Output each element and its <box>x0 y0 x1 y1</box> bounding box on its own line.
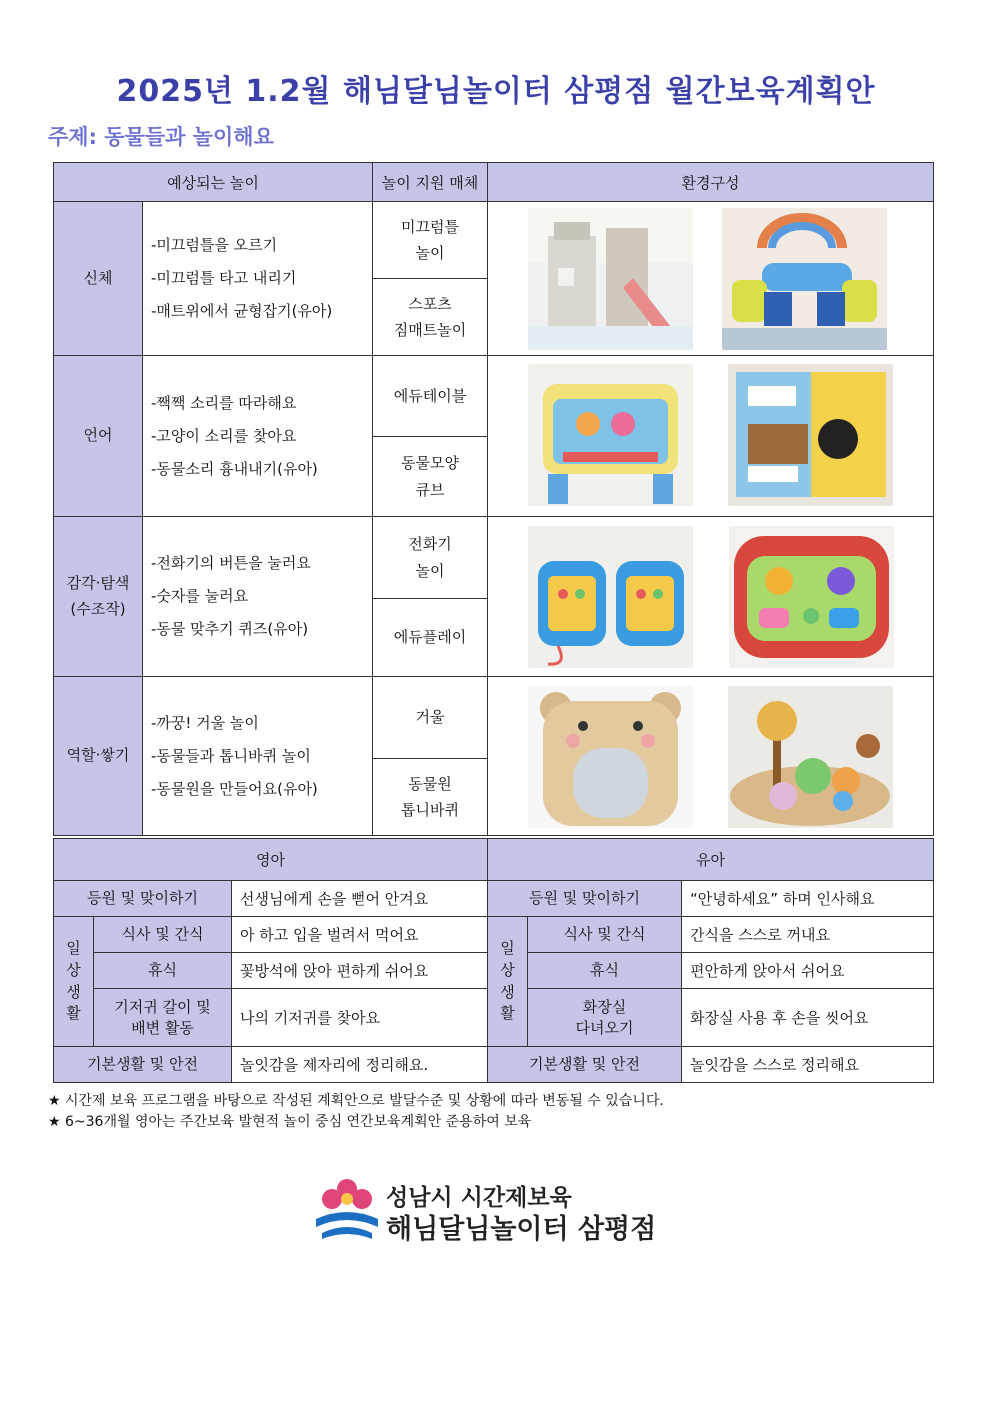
category-role-block: 역할·쌓기 <box>54 677 143 836</box>
media-item: 에듀플레이 <box>373 599 488 677</box>
play-item: -전화기의 버튼을 눌러요 <box>151 554 311 572</box>
media-item: 미끄럼틀 놀이 <box>373 202 488 279</box>
play-item: -미끄럼틀을 오르기 <box>151 236 278 254</box>
safety-label: 기본생활 및 안전 <box>488 1047 682 1083</box>
edu-table-photo <box>528 364 693 506</box>
arrival-toddler: “안녕하세요” 하며 인사해요 <box>682 881 934 917</box>
daily-routine-table <box>53 838 934 1083</box>
arrival-infant: 선생님에게 손을 뻗어 안겨요 <box>232 881 488 917</box>
toilet-label: 화장실 다녀오기 <box>528 989 682 1047</box>
media-item: 거울 <box>373 677 488 759</box>
header-media: 놀이 지원 매체 <box>373 163 488 202</box>
play-list <box>143 202 373 356</box>
toilet-toddler: 화장실 사용 후 손을 씻어요 <box>682 989 934 1047</box>
header-expected-play: 예상되는 놀이 <box>54 163 373 202</box>
footnote: ★ 6~36개월 영아는 주간보육 발현적 놀이 중심 연간보육계획안 준용하여 보육 <box>48 1114 532 1130</box>
logo-line2: 해님달님놀이터 삼평점 <box>386 1214 657 1245</box>
play-item: -짹짹 소리를 따라해요 <box>151 393 297 412</box>
meal-toddler: 간식을 스스로 꺼내요 <box>682 917 934 953</box>
environment-photos <box>488 517 934 677</box>
media-item: 동물원 톱니바퀴 <box>373 759 488 836</box>
daily-life-label: 일 상 생 활 <box>54 917 94 1047</box>
arrival-label: 등원 및 맞이하기 <box>54 881 232 917</box>
plan-table <box>53 162 934 836</box>
play-item: -숫자를 눌러요 <box>151 587 249 605</box>
slide-playhouse-photo <box>528 208 693 350</box>
rest-label: 휴식 <box>94 953 232 989</box>
animal-book-photo <box>728 364 893 506</box>
header-environment: 환경구성 <box>488 163 934 202</box>
environment-photos <box>488 677 934 836</box>
play-item: -까꿍! 거울 놀이 <box>151 713 259 732</box>
seongnam-logo <box>312 1175 692 1245</box>
play-list <box>143 517 373 677</box>
safety-infant: 놀잇감을 제자리에 정리해요. <box>232 1047 488 1083</box>
play-list <box>143 677 373 836</box>
play-item: -동물들과 톱니바퀴 놀이 <box>151 746 311 765</box>
infant-header: 영아 <box>54 839 488 881</box>
rest-toddler: 편안하게 앉아서 쉬어요 <box>682 953 934 989</box>
play-list <box>143 356 373 517</box>
play-item: -동물소리 흉내내기(유아) <box>151 459 318 478</box>
play-item: -동물원을 만들어요(유아) <box>151 779 318 798</box>
media-item: 동물모양 큐브 <box>373 437 488 517</box>
gear-zoo-photo <box>728 686 893 828</box>
toddler-header: 유아 <box>488 839 934 881</box>
play-item: -미끄럼틀 타고 내리기 <box>151 269 297 287</box>
play-item: -매트위에서 균형잡기(유아) <box>151 302 333 320</box>
meal-infant: 아 하고 입을 벌려서 먹어요 <box>232 917 488 953</box>
safety-toddler: 놀잇감을 스스로 정리해요 <box>682 1047 934 1083</box>
arrival-label: 등원 및 맞이하기 <box>488 881 682 917</box>
media-item: 전화기 놀이 <box>373 517 488 599</box>
daily-life-label: 일 상 생 활 <box>488 917 528 1047</box>
environment-photos <box>488 202 934 356</box>
edu-play-photo <box>729 526 894 668</box>
diaper-infant: 나의 기저귀를 찾아요 <box>232 989 488 1047</box>
meal-label: 식사 및 간식 <box>528 917 682 953</box>
media-item: 에듀테이블 <box>373 356 488 437</box>
footnote: ★ 시간제 보육 프로그램을 바탕으로 작성된 계획안으로 발달수준 및 상황에 따라 변동될 수 있습니다. <box>48 1093 664 1109</box>
category-physical: 신체 <box>54 202 143 356</box>
environment-photos <box>488 356 934 517</box>
meal-label: 식사 및 간식 <box>94 917 232 953</box>
footnotes <box>48 1091 664 1133</box>
logo-line1: 성남시 시간제보육 <box>386 1185 572 1211</box>
bear-mirror-photo <box>528 686 693 828</box>
media-item: 스포츠 짐매트놀이 <box>373 279 488 356</box>
rest-infant: 꽃방석에 앉아 편하게 쉬어요 <box>232 953 488 989</box>
play-item: -고양이 소리를 찾아요 <box>151 426 297 445</box>
page-title: 2025년 1.2월 해님달님놀이터 삼평점 월간보육계획안 <box>116 74 876 109</box>
category-sensory: 감각·탐색 (수조작) <box>54 517 143 677</box>
category-language: 언어 <box>54 356 143 517</box>
seongnam-emblem-icon <box>312 1177 382 1243</box>
toy-phone-photo <box>528 526 693 668</box>
gym-mat-photo <box>722 208 887 350</box>
rest-label: 휴식 <box>528 953 682 989</box>
theme-subtitle: 주제: 동물들과 놀이해요 <box>48 125 274 149</box>
diaper-label: 기저귀 갈이 및 배변 활동 <box>94 989 232 1047</box>
play-item: -동물 맞추기 퀴즈(유아) <box>151 620 309 638</box>
safety-label: 기본생활 및 안전 <box>54 1047 232 1083</box>
